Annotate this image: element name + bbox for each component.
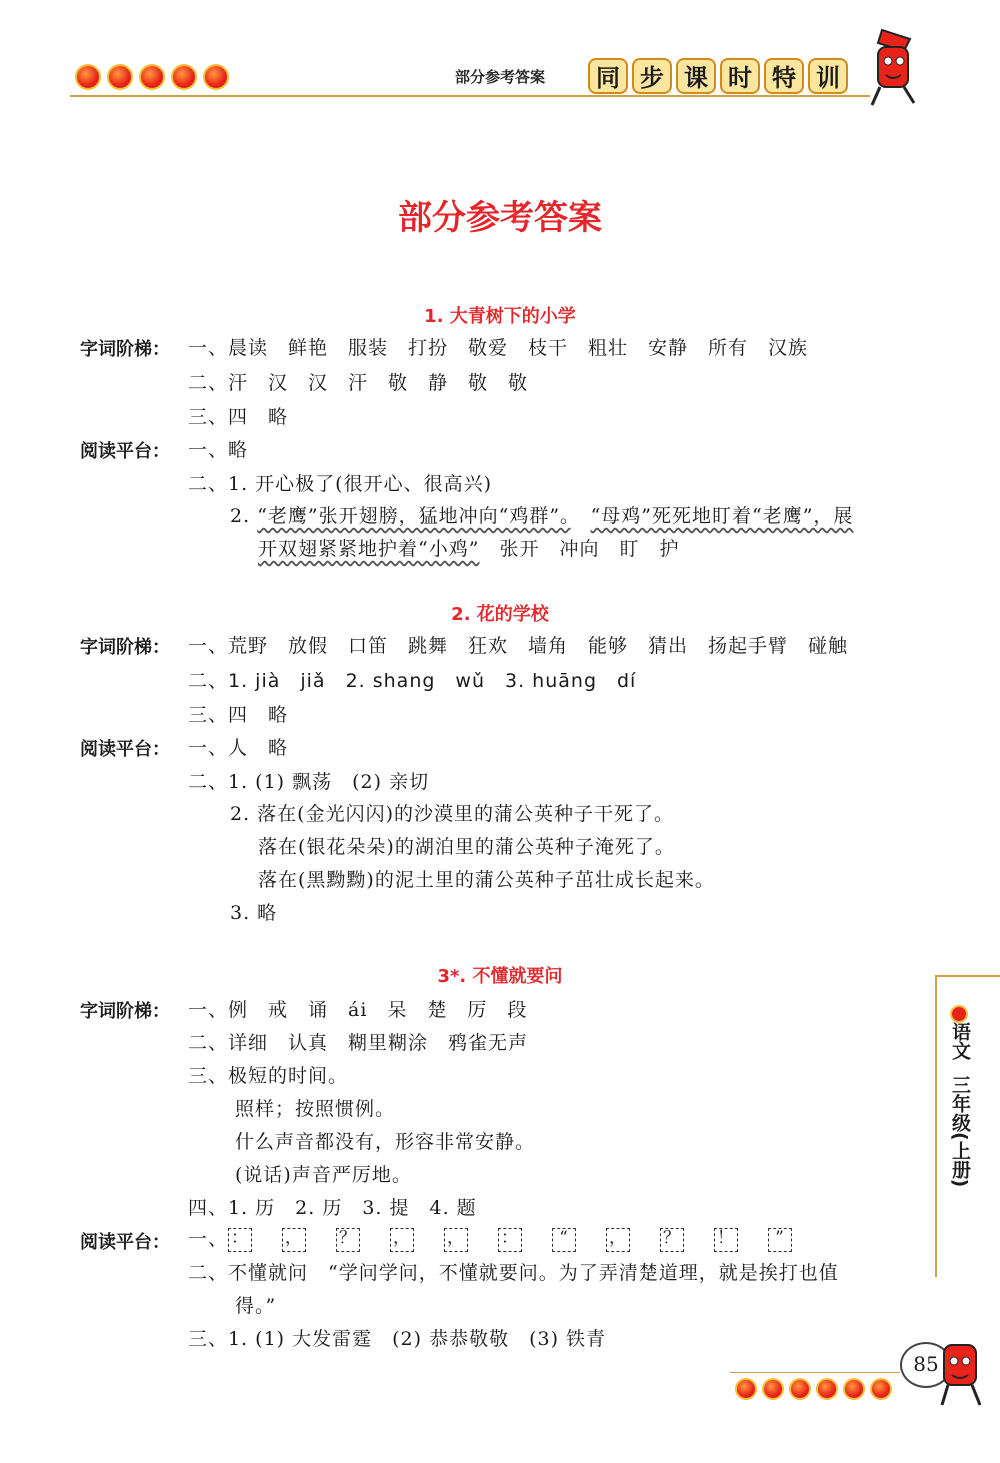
header-rule — [70, 95, 870, 97]
footer-dots — [735, 1378, 892, 1400]
header-subtitle: 部分参考答案 — [455, 68, 546, 86]
answer-line: 二、详细 认真 糊里糊涂 鸦雀无声 — [188, 1032, 529, 1054]
label-reading: 阅读平台： — [80, 441, 170, 462]
page-number: 85 — [900, 1342, 952, 1388]
section-2-title: 2. 花的学校 — [451, 604, 549, 625]
answer-line: 落在(黑黝黝)的泥土里的蒲公英种子茁壮成长起来。 — [258, 869, 715, 891]
answer-line: 二、1. jià jiǎ 2. shang wǔ 3. huāng dí — [188, 670, 637, 692]
subject-label: 语文 — [949, 1022, 971, 1060]
answer-line: 开双翅紧紧地护着“小鸡” 张开 冲向 盯 护 — [258, 538, 680, 560]
answer-line: (说话)声音严厉地。 — [235, 1164, 412, 1186]
answer-line: 得。” — [235, 1295, 277, 1317]
answer-line: 二、1. (1) 飘荡 (2) 亲切 — [188, 771, 430, 793]
answer-line: 2. “老鹰”张开翅膀，猛地冲向“鸡群”。 “母鸡”死死地盯着“老鹰”，展 — [230, 505, 854, 527]
section-1-title: 1. 大青树下的小学 — [424, 306, 576, 327]
mascot-icon — [860, 25, 930, 110]
answer-line: 三、1. (1) 大发雷霆 (2) 恭恭敬敬 (3) 铁青 — [188, 1328, 607, 1350]
answer-line: 二、汗 汉 汉 汗 敬 静 敬 敬 — [188, 372, 529, 394]
answer-line: 3. 略 — [230, 902, 278, 924]
mascot-footer-icon — [930, 1335, 992, 1415]
answer-line: 什么声音都没有，形容非常安静。 — [235, 1131, 536, 1153]
answer-line: 二、1. 开心极了(很开心、很高兴) — [188, 473, 492, 495]
side-dot-icon — [950, 1005, 968, 1023]
answer-line: 一、略 — [188, 439, 249, 461]
answer-line: 四、1. 历 2. 历 3. 提 4. 题 — [188, 1197, 477, 1219]
footer-rule — [730, 1372, 900, 1373]
punctuation-line: 一、 ： ， ？ ， ， ： “ ， ？ ！ ” — [188, 1224, 822, 1252]
label-vocab: 字词阶梯： — [80, 1001, 170, 1022]
answer-line: 三、四 略 — [188, 704, 289, 726]
answer-line: 照样；按照惯例。 — [235, 1098, 396, 1120]
label-reading: 阅读平台： — [80, 1232, 170, 1253]
answer-line: 一、例 戒 诵 ái 呆 楚 厉 段 — [188, 999, 528, 1021]
label-vocab: 字词阶梯： — [80, 339, 170, 360]
answer-line: 2. 落在(金光闪闪)的沙漠里的蒲公英种子干死了。 — [230, 803, 674, 825]
label-reading: 阅读平台： — [80, 739, 170, 760]
answer-line: 三、四 略 — [188, 406, 289, 428]
answer-line: 二、不懂就问 “学问学问，不懂就要问。为了弄清楚道理，就是挨打也值 — [188, 1262, 839, 1284]
answer-line: 落在(银花朵朵)的湖泊里的蒲公英种子淹死了。 — [258, 836, 675, 858]
header-title: 同 步 课 时 特 训 — [588, 58, 848, 94]
answer-line: 一、人 略 — [188, 737, 289, 759]
answer-line: 一、荒野 放假 口笛 跳舞 狂欢 墙角 能够 猜出 扬起手臂 碰触 — [188, 635, 849, 657]
section-3-title: 3*. 不懂就要问 — [437, 966, 563, 987]
header-dots — [75, 64, 229, 90]
grade-label: 三年级(上册) — [949, 1075, 971, 1188]
answer-line: 三、极短的时间。 — [188, 1065, 349, 1087]
label-vocab: 字词阶梯： — [80, 637, 170, 658]
answer-line: 一、晨读 鲜艳 服装 打扮 敬爱 枝干 粗壮 安静 所有 汉族 — [188, 337, 809, 359]
page-title: 部分参考答案 — [398, 198, 602, 238]
